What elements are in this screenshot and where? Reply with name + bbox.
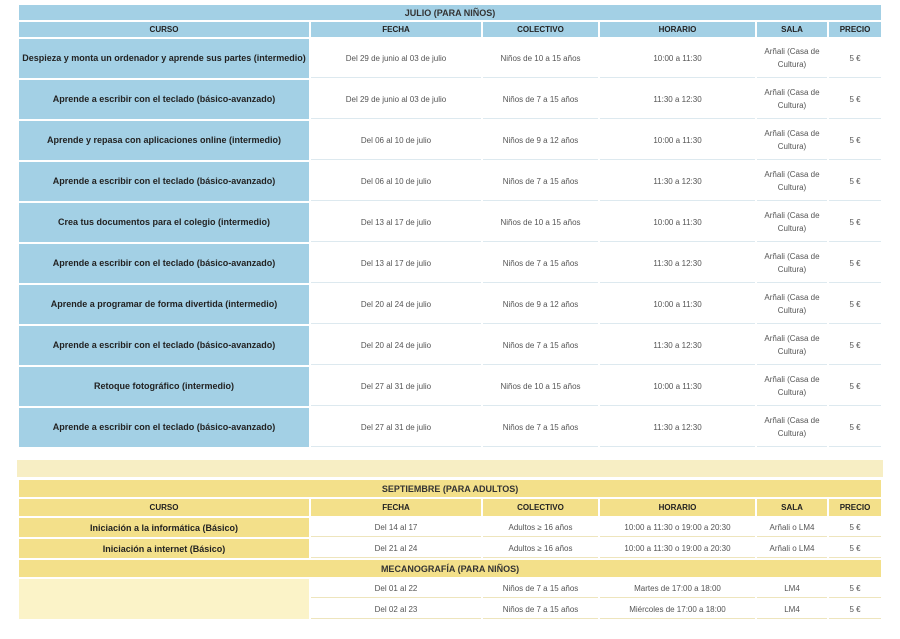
course-audience: Niños de 7 a 15 años bbox=[483, 80, 598, 119]
course-name: Despieza y monta un ordenador y aprende sus partes (intermedio) bbox=[19, 39, 309, 78]
course-room: LM4 bbox=[757, 600, 827, 619]
course-schedule: 10:00 a 11:30 o 19:00 a 20:30 bbox=[600, 539, 755, 558]
course-room: Arñali (Casa de Cultura) bbox=[757, 39, 827, 78]
course-price: 5 € bbox=[829, 367, 881, 406]
course-date: Del 20 al 24 de julio bbox=[311, 326, 481, 365]
course-room: Arñali (Casa de Cultura) bbox=[757, 162, 827, 201]
course-price: 5 € bbox=[829, 203, 881, 242]
course-price: 5 € bbox=[829, 285, 881, 324]
table-row bbox=[19, 162, 881, 201]
course-room: Arñali o LM4 bbox=[757, 518, 827, 537]
course-room: Arñali (Casa de Cultura) bbox=[757, 121, 827, 160]
course-room: LM4 bbox=[757, 579, 827, 598]
course-date: Del 14 al 17 bbox=[311, 518, 481, 537]
course-price: 5 € bbox=[829, 539, 881, 558]
course-date: Del 29 de junio al 03 de julio bbox=[311, 39, 481, 78]
course-price: 5 € bbox=[829, 326, 881, 365]
course-date: Del 02 al 23 bbox=[311, 600, 481, 619]
course-room: Arñali o LM4 bbox=[757, 539, 827, 558]
course-date: Del 13 al 17 de julio bbox=[311, 203, 481, 242]
table-row bbox=[19, 39, 881, 78]
table-row bbox=[19, 203, 881, 242]
course-schedule: 11:30 a 12:30 bbox=[600, 244, 755, 283]
course-audience: Niños de 9 a 12 años bbox=[483, 285, 598, 324]
course-date: Del 27 al 31 de julio bbox=[311, 367, 481, 406]
course-price: 5 € bbox=[829, 579, 881, 598]
table-row bbox=[19, 408, 881, 447]
header-horario: HORARIO bbox=[600, 499, 755, 516]
header-curso: CURSO bbox=[19, 499, 309, 516]
course-date: Del 06 al 10 de julio bbox=[311, 121, 481, 160]
mecanografia-title: MECANOGRAFÍA (PARA NIÑOS) bbox=[19, 560, 881, 577]
table-row bbox=[19, 367, 881, 406]
course-room: Arñali (Casa de Cultura) bbox=[757, 80, 827, 119]
course-name: Iniciación a internet (Básico) bbox=[19, 539, 309, 558]
course-audience: Niños de 10 a 15 años bbox=[483, 367, 598, 406]
course-schedule: Miércoles de 17:00 a 18:00 bbox=[600, 600, 755, 619]
course-schedule: 10:00 a 11:30 bbox=[600, 39, 755, 78]
course-schedule: 11:30 a 12:30 bbox=[600, 162, 755, 201]
course-name-blank bbox=[19, 579, 309, 619]
course-date: Del 20 al 24 de julio bbox=[311, 285, 481, 324]
course-name: Aprende a escribir con el teclado (básico-avanzado) bbox=[19, 162, 309, 201]
header-fecha: FECHA bbox=[311, 499, 481, 516]
course-schedule: 11:30 a 12:30 bbox=[600, 326, 755, 365]
course-name: Aprende a escribir con el teclado (básico-avanzado) bbox=[19, 408, 309, 447]
course-schedule: 10:00 a 11:30 o 19:00 a 20:30 bbox=[600, 518, 755, 537]
course-date: Del 21 al 24 bbox=[311, 539, 481, 558]
course-name: Aprende a escribir con el teclado (básico-avanzado) bbox=[19, 244, 309, 283]
course-schedule: 11:30 a 12:30 bbox=[600, 408, 755, 447]
course-name: Aprende a escribir con el teclado (básico-avanzado) bbox=[19, 80, 309, 119]
course-room: Arñali (Casa de Cultura) bbox=[757, 244, 827, 283]
course-room: Arñali (Casa de Cultura) bbox=[757, 285, 827, 324]
course-schedule: 10:00 a 11:30 bbox=[600, 285, 755, 324]
course-room: Arñali (Casa de Cultura) bbox=[757, 203, 827, 242]
course-name: Aprende a programar de forma divertida (intermedio) bbox=[19, 285, 309, 324]
course-room: Arñali (Casa de Cultura) bbox=[757, 326, 827, 365]
section-separator bbox=[17, 460, 883, 477]
header-horario: HORARIO bbox=[600, 22, 755, 37]
course-audience: Adultos ≥ 16 años bbox=[483, 518, 598, 537]
course-audience: Niños de 10 a 15 años bbox=[483, 203, 598, 242]
header-sala: SALA bbox=[757, 499, 827, 516]
course-audience: Niños de 10 a 15 años bbox=[483, 39, 598, 78]
course-audience: Niños de 9 a 12 años bbox=[483, 121, 598, 160]
course-schedule: 10:00 a 11:30 bbox=[600, 367, 755, 406]
header-colectivo: COLECTIVO bbox=[483, 22, 598, 37]
course-date: Del 29 de junio al 03 de julio bbox=[311, 80, 481, 119]
course-audience: Niños de 7 a 15 años bbox=[483, 326, 598, 365]
header-sala: SALA bbox=[757, 22, 827, 37]
table-row bbox=[19, 80, 881, 119]
course-date: Del 13 al 17 de julio bbox=[311, 244, 481, 283]
course-date: Del 01 al 22 bbox=[311, 579, 481, 598]
table-row bbox=[19, 579, 881, 598]
septiembre-table bbox=[17, 478, 883, 621]
table-row bbox=[19, 285, 881, 324]
course-name: Aprende a escribir con el teclado (básico-avanzado) bbox=[19, 326, 309, 365]
header-curso: CURSO bbox=[19, 22, 309, 37]
septiembre-title: SEPTIEMBRE (PARA ADULTOS) bbox=[19, 480, 881, 497]
course-price: 5 € bbox=[829, 121, 881, 160]
course-schedule: 10:00 a 11:30 bbox=[600, 121, 755, 160]
julio-table bbox=[17, 3, 883, 449]
course-price: 5 € bbox=[829, 244, 881, 283]
course-name: Aprende y repasa con aplicaciones online (intermedio) bbox=[19, 121, 309, 160]
course-schedule: Martes de 17:00 a 18:00 bbox=[600, 579, 755, 598]
header-precio: PRECIO bbox=[829, 499, 881, 516]
course-price: 5 € bbox=[829, 518, 881, 537]
header-colectivo: COLECTIVO bbox=[483, 499, 598, 516]
course-audience: Niños de 7 a 15 años bbox=[483, 162, 598, 201]
header-fecha: FECHA bbox=[311, 22, 481, 37]
course-audience: Adultos ≥ 16 años bbox=[483, 539, 598, 558]
table-row bbox=[19, 326, 881, 365]
course-name: Crea tus documentos para el colegio (intermedio) bbox=[19, 203, 309, 242]
course-price: 5 € bbox=[829, 80, 881, 119]
header-precio: PRECIO bbox=[829, 22, 881, 37]
course-price: 5 € bbox=[829, 162, 881, 201]
course-audience: Niños de 7 a 15 años bbox=[483, 408, 598, 447]
course-date: Del 27 al 31 de julio bbox=[311, 408, 481, 447]
table-row bbox=[19, 518, 881, 537]
course-schedule: 10:00 a 11:30 bbox=[600, 203, 755, 242]
table-row bbox=[19, 121, 881, 160]
course-schedule: 11:30 a 12:30 bbox=[600, 80, 755, 119]
course-room: Arñali (Casa de Cultura) bbox=[757, 367, 827, 406]
course-audience: Niños de 7 a 15 años bbox=[483, 579, 598, 598]
course-price: 5 € bbox=[829, 39, 881, 78]
course-name: Retoque fotográfico (intermedio) bbox=[19, 367, 309, 406]
course-price: 5 € bbox=[829, 408, 881, 447]
course-date: Del 06 al 10 de julio bbox=[311, 162, 481, 201]
course-name: Iniciación a la informática (Básico) bbox=[19, 518, 309, 537]
course-room: Arñali (Casa de Cultura) bbox=[757, 408, 827, 447]
course-audience: Niños de 7 a 15 años bbox=[483, 600, 598, 619]
table-row bbox=[19, 244, 881, 283]
course-audience: Niños de 7 a 15 años bbox=[483, 244, 598, 283]
table-row bbox=[19, 539, 881, 558]
course-price: 5 € bbox=[829, 600, 881, 619]
julio-title: JULIO (PARA NIÑOS) bbox=[19, 5, 881, 20]
